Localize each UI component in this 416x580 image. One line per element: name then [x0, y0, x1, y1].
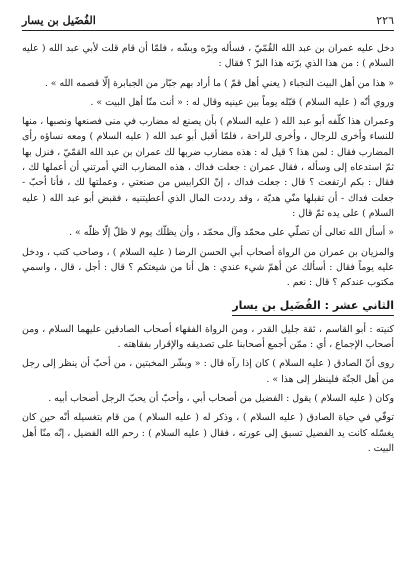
paragraph: توفّي في حياة الصادق ( عليه السلام ) ، وذكر له ( عليه السلام ) من قام بتغسيله أنّه حين كان يغسّله كانت يد الفضيل تسبق إلى عورته ، فقال ( عليه السلام ) : رحم الله الفضيل ، إنّه منّا أهل البيت . [22, 412, 394, 454]
paragraph: كنيته : أبو القاسم ، ثقة جليل القدر ، ومن الرواة الفقهاء أصحاب الصادقين عليهما السلام ، ومن أصحاب الإجماع ، أي : ممّن أجمع أصحابنا على تصديقه والإقرار بفقاهته . [22, 323, 394, 351]
quote-paragraph: « هذا من أهل البيت النجباء ( يعني أهل قمّ ) ما أراد بهم جبّار من الجبابرة إلّا قصمه الله » . [44, 77, 394, 89]
paragraph: وعمران هذا كلّفه أبو عبد الله ( عليه السلام ) بأن يصنع له مضارب في منى فصنعها ونصبها ، منها للنساء وأخرى للرجال ، وأخرى للراحة ، فلمّا أقبل أبو عبد الله ( عليه السلام ) ومعه نساؤه رأى المضارب فقال : لمن هذا ؟ قيل له : هذه مضارب ضربها لك عمران بن عبد الله القمّيّ ، فنزل بها ثمّ استدعاه إلى وسأله ، فقال عمران : جعلت فداك ، هذه المضارب التي أمرتني أن أعملها لك ، فقال : بكم ارتفعت ؟ قال : جعلت فداك ، إنّ الكرابيس من صنعتي ، وعملتها لك ، فأنا أحبّ - جعلت فداك - أن تقبلها منّي هديّة ، وقد رددت المال الذي أعطيتنيه ، فقبض أبو عبد الله ( عليه السلام ) على يده ثمّ قال : [22, 116, 394, 219]
paragraph: دخل عليه عمران بن عبد الله القُمّيّ ، فسأله وبرّه وبشّه ، فلمّا أن قام قلت لأبي عبد الله ( عليه السلام ) : من هذا الذي برّته هذا البرّ ؟ فقال : [22, 43, 394, 70]
running-title: الفُضَيل بن يسار [22, 14, 96, 27]
page-body [22, 41, 394, 456]
paragraph: روى أنّ الصادق ( عليه السلام ) كان إذا رآه قال : « وبشّر المخبتين ، من أحبّ أن ينظر إلى رجل من أهل الجنّة فلينظر إلى هذا » . [22, 358, 394, 385]
paragraph: والمزيان بن عمران من الرواة أصحاب أبي الحسن الرضا ( عليه السلام ) ، وصاحب كتب ، ودخل عليه يوماً فقال : أسألك عن أهمّ شيء عندي : هل أنا من شيعتكم ؟ قال : أجل ، قال ، واسمي مكتوب عندكم ؟ قال : نعم . [22, 246, 394, 289]
paragraph: وكان ( عليه السلام ) يقول : الفضيل من أصحاب أبي ، وأحبّ أن يحبّ الرجل أصحاب أبيه . [48, 392, 394, 404]
running-head [22, 14, 394, 31]
page-number: ٢٢٦ [376, 14, 394, 27]
section-heading: الثاني عشر : الفُضَيل بن يسار [232, 298, 394, 315]
quote-paragraph: « أسأل الله تعالى أن تصلّي على محمّد وآل محمّد ، وأن يظلّك يوم لا ظلّ إلّا ظلّه » . [69, 227, 394, 239]
paragraph: وروي أنّه ( عليه السلام ) قبّله يوماً بين عينيه وقال له : « أنت منّا أهل البيت » . [90, 96, 394, 108]
